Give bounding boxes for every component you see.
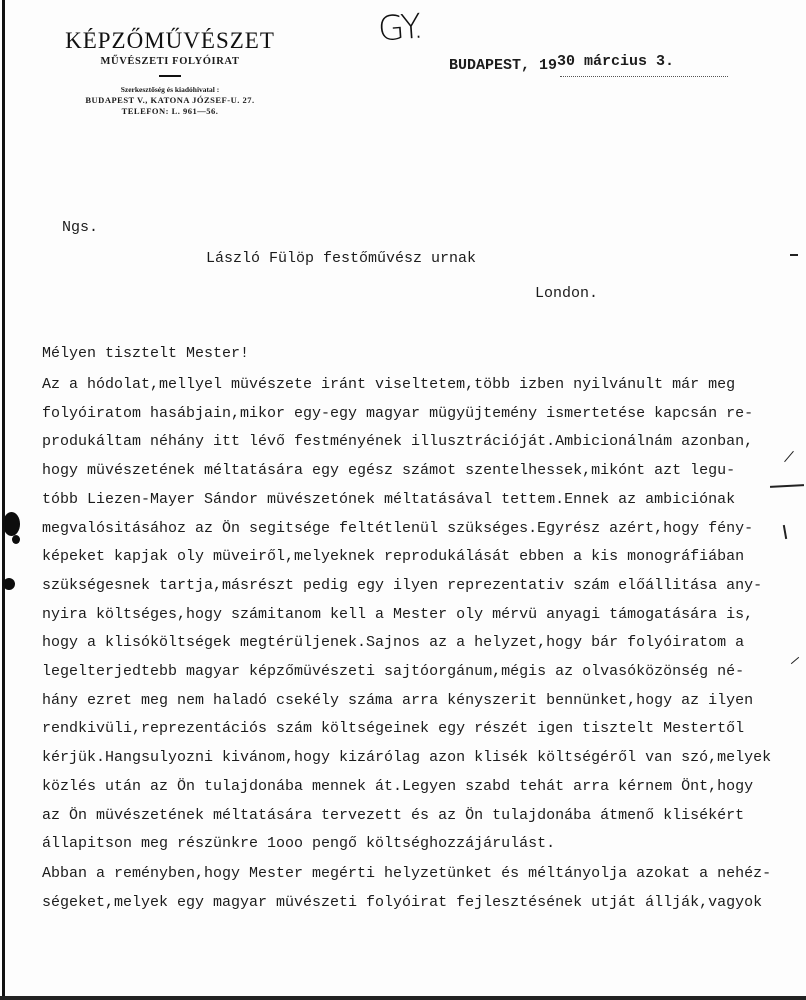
- body-line: közlés után az Ön tulajdonába mennek át.Legyen szabd tehát arra kérnem Önt,hogy: [42, 777, 754, 795]
- recipient-city: London.: [535, 285, 599, 302]
- body-line: az Ön müvészetének méltatására tervezett és az Ön tulajdonába átmenő klisékért: [42, 806, 745, 824]
- letterhead-telephone: TELEFON: L. 961—56.: [121, 106, 219, 116]
- closing-line: Abban a reményben,hogy Mester megérti helyzetünket és méltányolja azokat a nehéz-: [42, 864, 772, 882]
- salutation-prefix: Ngs.: [62, 219, 99, 236]
- body-line: nyira költséges,hogy számitanom kell a Mester oly mérvü anyagi támogatására is,: [42, 605, 754, 623]
- page-bottom-edge: [0, 996, 806, 1000]
- body-line: hogy müvészetének méltatására egy egész számot szentelhessek,mikónt azt legu-: [42, 462, 736, 480]
- letterhead-title: KÉPZŐMŰVÉSZET: [65, 28, 275, 53]
- body-line: rendkivüli,reprezentációs szám költségeinek egy részét igen tisztelt Mestertől: [42, 720, 745, 738]
- margin-mark: [791, 657, 799, 664]
- page-left-edge: [2, 0, 5, 1000]
- handwritten-note: GY.: [376, 6, 423, 50]
- dateline-date: 30 március 3.: [557, 53, 675, 70]
- margin-mark: [790, 254, 798, 256]
- recipient-name: László Fülöp festőművész urnak: [206, 250, 477, 267]
- margin-mark: [784, 451, 794, 462]
- margin-mark: [783, 525, 787, 539]
- dateline: [449, 53, 675, 74]
- body-line: szükségesnek tartja,másrészt pedig egy ilyen reprezentativ szám előállitása any-: [42, 576, 763, 594]
- body-line: kérjük.Hangsulyozni kivánom,hogy kizárólag azon klisék költségéről van szó,melyek: [42, 749, 772, 767]
- ink-blot: [12, 535, 20, 544]
- greeting: Mélyen tisztelt Mester!: [42, 345, 250, 362]
- body-line: megvalósitásához az Ön segitsége feltétlenül szükséges.Egyrész azért,hogy fény-: [42, 519, 754, 537]
- body-line: hogy a klisóköltségek megtérüljenek.Sajnos az a helyzet,hogy bár folyóiratom a: [42, 634, 745, 652]
- body-line: tóbb Liezen-Mayer Sándor müvészetónek méltatásával tettem.Ennek az ambiciónak: [42, 490, 736, 508]
- ink-blot: [3, 578, 15, 590]
- letterhead: [40, 28, 300, 117]
- body-line: képeket kapjak oly müveiről,melyeknek reprodukálását ebben a kis monográfiában: [42, 548, 745, 566]
- letterhead-address: BUDAPEST V., KATONA JÓZSEF-U. 27.: [85, 95, 255, 105]
- letterhead-office-label: Szerkesztőség és kiadóhivatal :: [120, 85, 220, 94]
- margin-mark: [770, 484, 804, 488]
- letterhead-subtitle: MŰVÉSZETI FOLYÓIRAT: [100, 56, 240, 67]
- body-line: produkáltam néhány itt lévő festményének illusztrációját.Ambicionálnám azonban,: [42, 433, 754, 451]
- ink-blot: [3, 512, 20, 536]
- closing-line: ségeket,melyek egy magyar müvészeti folyóirat fejlesztésének utját állják,vagyok: [42, 893, 763, 911]
- body-line: Az a hódolat,mellyel müvészete iránt viseltetem,több izben nyilvánult már meg: [42, 376, 736, 393]
- dateline-place: BUDAPEST, 19: [449, 57, 558, 74]
- body-line: állapitson meg részünkre 1ooo pengő költséghozzájárulást.: [42, 835, 556, 853]
- dateline-dotted-rule: [560, 76, 728, 77]
- body-line: legelterjedtebb magyar képzőmüvészeti sajtóorgánum,mégis az olvasóközönség né-: [42, 663, 745, 680]
- letterhead-rule: [159, 75, 181, 77]
- body-line: hány ezret meg nem haladó csekély száma arra kényszerit bennünket,hogy az ilyen: [42, 691, 754, 709]
- body-line: folyóiratom hasábjain,mikor egy-egy magyar mügyüjtemény ismertetése kapcsán re-: [42, 404, 754, 422]
